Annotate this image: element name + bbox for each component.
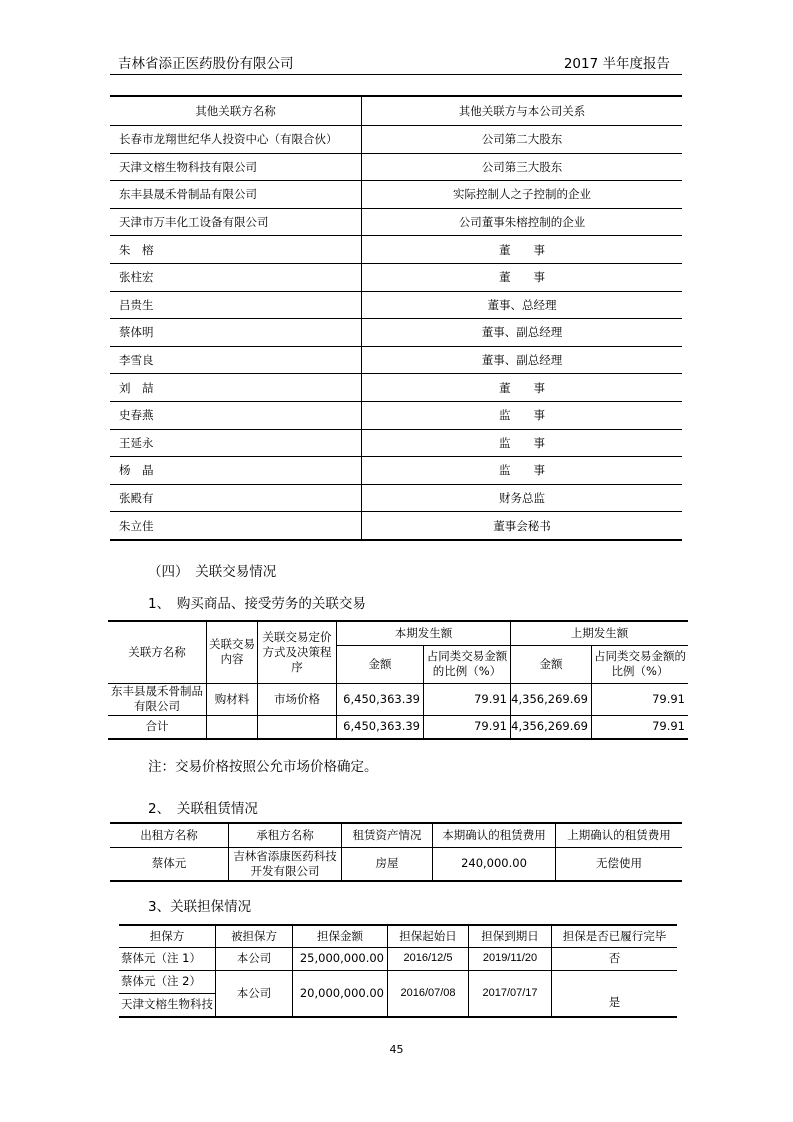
column-header: 担保到期日 xyxy=(469,925,552,947)
prior-amount: 4,356,269.69 xyxy=(511,683,592,715)
table-row xyxy=(110,126,682,154)
subsection-title-purchases: 1、 购买商品、接受劳务的关联交易 xyxy=(148,596,366,612)
header-rule xyxy=(110,74,682,75)
column-header: 关联交易内容 xyxy=(207,621,258,683)
table-row xyxy=(110,374,682,402)
transaction-content: 购材料 xyxy=(207,683,258,715)
table-header-row xyxy=(108,621,688,645)
table-row xyxy=(110,208,682,236)
guarantee-fulfilled: 否 xyxy=(552,947,678,970)
column-header: 担保是否已履行完毕 xyxy=(552,925,678,947)
table-row xyxy=(110,401,682,429)
column-header: 本期发生额 xyxy=(337,621,511,645)
relationship: 董 事 xyxy=(362,236,683,264)
prior-ratio: 79.91 xyxy=(592,683,689,715)
current-ratio: 79.91 xyxy=(424,683,511,715)
relationship: 监 事 xyxy=(362,429,683,457)
column-header: 关联方名称 xyxy=(108,621,207,683)
relationship: 董事、总经理 xyxy=(362,291,683,319)
related-party-name: 刘 喆 xyxy=(110,374,362,402)
relationship: 公司第三大股东 xyxy=(362,153,683,181)
table-row xyxy=(108,683,688,715)
guarantee-start-date: 2016/07/08 xyxy=(388,970,469,1017)
table-row xyxy=(110,236,682,264)
column-header: 上期发生额 xyxy=(511,621,689,645)
note-text: 注：交易价格按照公允市场价格确定。 xyxy=(148,759,378,775)
relationship: 监 事 xyxy=(362,401,683,429)
guaranteed-party: 本公司 xyxy=(216,947,293,970)
related-party-name: 朱 榕 xyxy=(110,236,362,264)
column-header: 金额 xyxy=(337,645,424,683)
table-row xyxy=(110,346,682,374)
guarantee-start-date: 2016/12/5 xyxy=(388,947,469,970)
empty-cell xyxy=(258,715,337,739)
guarantee-fulfilled: 是 xyxy=(552,970,678,1017)
relationship: 监 事 xyxy=(362,457,683,485)
relationship: 董 事 xyxy=(362,374,683,402)
related-party-name: 长春市龙翔世纪华人投资中心（有限合伙） xyxy=(110,126,362,154)
subsection-title-guarantees: 3、关联担保情况 xyxy=(148,899,252,915)
column-header: 占同类交易金额的比例（%） xyxy=(592,645,689,683)
column-header: 本期确认的租赁费用 xyxy=(433,823,556,847)
related-party-name: 天津文榕生物科技有限公司 xyxy=(110,153,362,181)
related-party-name: 张殿有 xyxy=(110,484,362,512)
guarantor: 天津文榕生物科技 xyxy=(119,993,216,1017)
related-party-name: 杨 晶 xyxy=(110,457,362,485)
empty-cell xyxy=(207,715,258,739)
table-row xyxy=(110,457,682,485)
related-party-name: 王延永 xyxy=(110,429,362,457)
table-row xyxy=(110,484,682,512)
pricing-method: 市场价格 xyxy=(258,683,337,715)
column-header: 出租方名称 xyxy=(110,823,229,847)
party-name: 东丰县晟禾骨制品有限公司 xyxy=(108,683,207,715)
table-row xyxy=(110,847,682,881)
guarantee-end-date: 2017/07/17 xyxy=(469,970,552,1017)
column-header: 上期确认的租赁费用 xyxy=(556,823,683,847)
column-header: 其他关联方名称 xyxy=(110,96,362,126)
column-header: 金额 xyxy=(511,645,592,683)
table-row xyxy=(110,181,682,209)
table-header-row xyxy=(110,823,682,847)
related-party-name: 天津市万丰化工设备有限公司 xyxy=(110,208,362,236)
relationship: 公司董事朱榕控制的企业 xyxy=(362,208,683,236)
table-row xyxy=(110,153,682,181)
column-header: 其他关联方与本公司关系 xyxy=(362,96,683,126)
table-row xyxy=(110,319,682,347)
relationship: 实际控制人之子控制的企业 xyxy=(362,181,683,209)
total-row xyxy=(108,715,688,739)
table-row xyxy=(119,970,677,993)
table-row xyxy=(110,429,682,457)
guarantor: 蔡体元（注 1） xyxy=(119,947,216,970)
total-current-ratio: 79.91 xyxy=(424,715,511,739)
related-party-name: 蔡体明 xyxy=(110,319,362,347)
relationship: 董 事 xyxy=(362,263,683,291)
total-current-amount: 6,450,363.39 xyxy=(337,715,424,739)
relationship: 董事、副总经理 xyxy=(362,319,683,347)
related-party-name: 朱立佳 xyxy=(110,512,362,540)
guarantee-end-date: 2019/11/20 xyxy=(469,947,552,970)
current-lease-fee: 240,000.00 xyxy=(433,847,556,881)
guarantees-table xyxy=(119,924,677,1018)
total-prior-amount: 4,356,269.69 xyxy=(511,715,592,739)
guarantor: 蔡体元（注 2） xyxy=(119,970,216,993)
total-prior-ratio: 79.91 xyxy=(592,715,689,739)
column-header: 关联交易定价方式及决策程序 xyxy=(258,621,337,683)
column-header: 被担保方 xyxy=(216,925,293,947)
table-header-row xyxy=(110,96,682,126)
relationship: 董事会秘书 xyxy=(362,512,683,540)
purchases-table xyxy=(108,620,688,740)
related-party-name: 张柱宏 xyxy=(110,263,362,291)
header-company: 吉林省添正医药股份有限公司 xyxy=(118,56,294,72)
table-row xyxy=(110,263,682,291)
column-header: 担保方 xyxy=(119,925,216,947)
page-number: 45 xyxy=(389,1043,404,1056)
lessor-name: 蔡体元 xyxy=(110,847,229,881)
guarantee-amount: 20,000,000.00 xyxy=(293,970,388,1017)
related-party-name: 吕贵生 xyxy=(110,291,362,319)
column-header: 承租方名称 xyxy=(229,823,342,847)
related-party-name: 史春燕 xyxy=(110,401,362,429)
header-report-title: 2017 半年度报告 xyxy=(563,56,670,72)
total-label: 合计 xyxy=(108,715,207,739)
relationship: 财务总监 xyxy=(362,484,683,512)
column-header: 租赁资产情况 xyxy=(342,823,433,847)
lessee-name: 吉林省添康医药科技开发有限公司 xyxy=(229,847,342,881)
column-header: 占同类交易金额的比例（%） xyxy=(424,645,511,683)
guaranteed-party: 本公司 xyxy=(216,970,293,1017)
leased-asset: 房屋 xyxy=(342,847,433,881)
prior-lease-fee: 无偿使用 xyxy=(556,847,683,881)
relationship: 董事、副总经理 xyxy=(362,346,683,374)
table-row xyxy=(119,947,677,970)
column-header: 担保起始日 xyxy=(388,925,469,947)
table-row xyxy=(110,512,682,540)
guarantee-amount: 25,000,000.00 xyxy=(293,947,388,970)
subsection-title-leases: 2、 关联租赁情况 xyxy=(148,801,258,817)
table-header-row xyxy=(119,925,677,947)
table-row xyxy=(110,291,682,319)
current-amount: 6,450,363.39 xyxy=(337,683,424,715)
section-title-related-transactions: （四） 关联交易情况 xyxy=(148,564,277,580)
related-parties-table xyxy=(110,95,682,541)
related-party-name: 东丰县晟禾骨制品有限公司 xyxy=(110,181,362,209)
column-header: 担保金额 xyxy=(293,925,388,947)
relationship: 公司第二大股东 xyxy=(362,126,683,154)
related-party-name: 李雪良 xyxy=(110,346,362,374)
leases-table xyxy=(110,822,682,882)
